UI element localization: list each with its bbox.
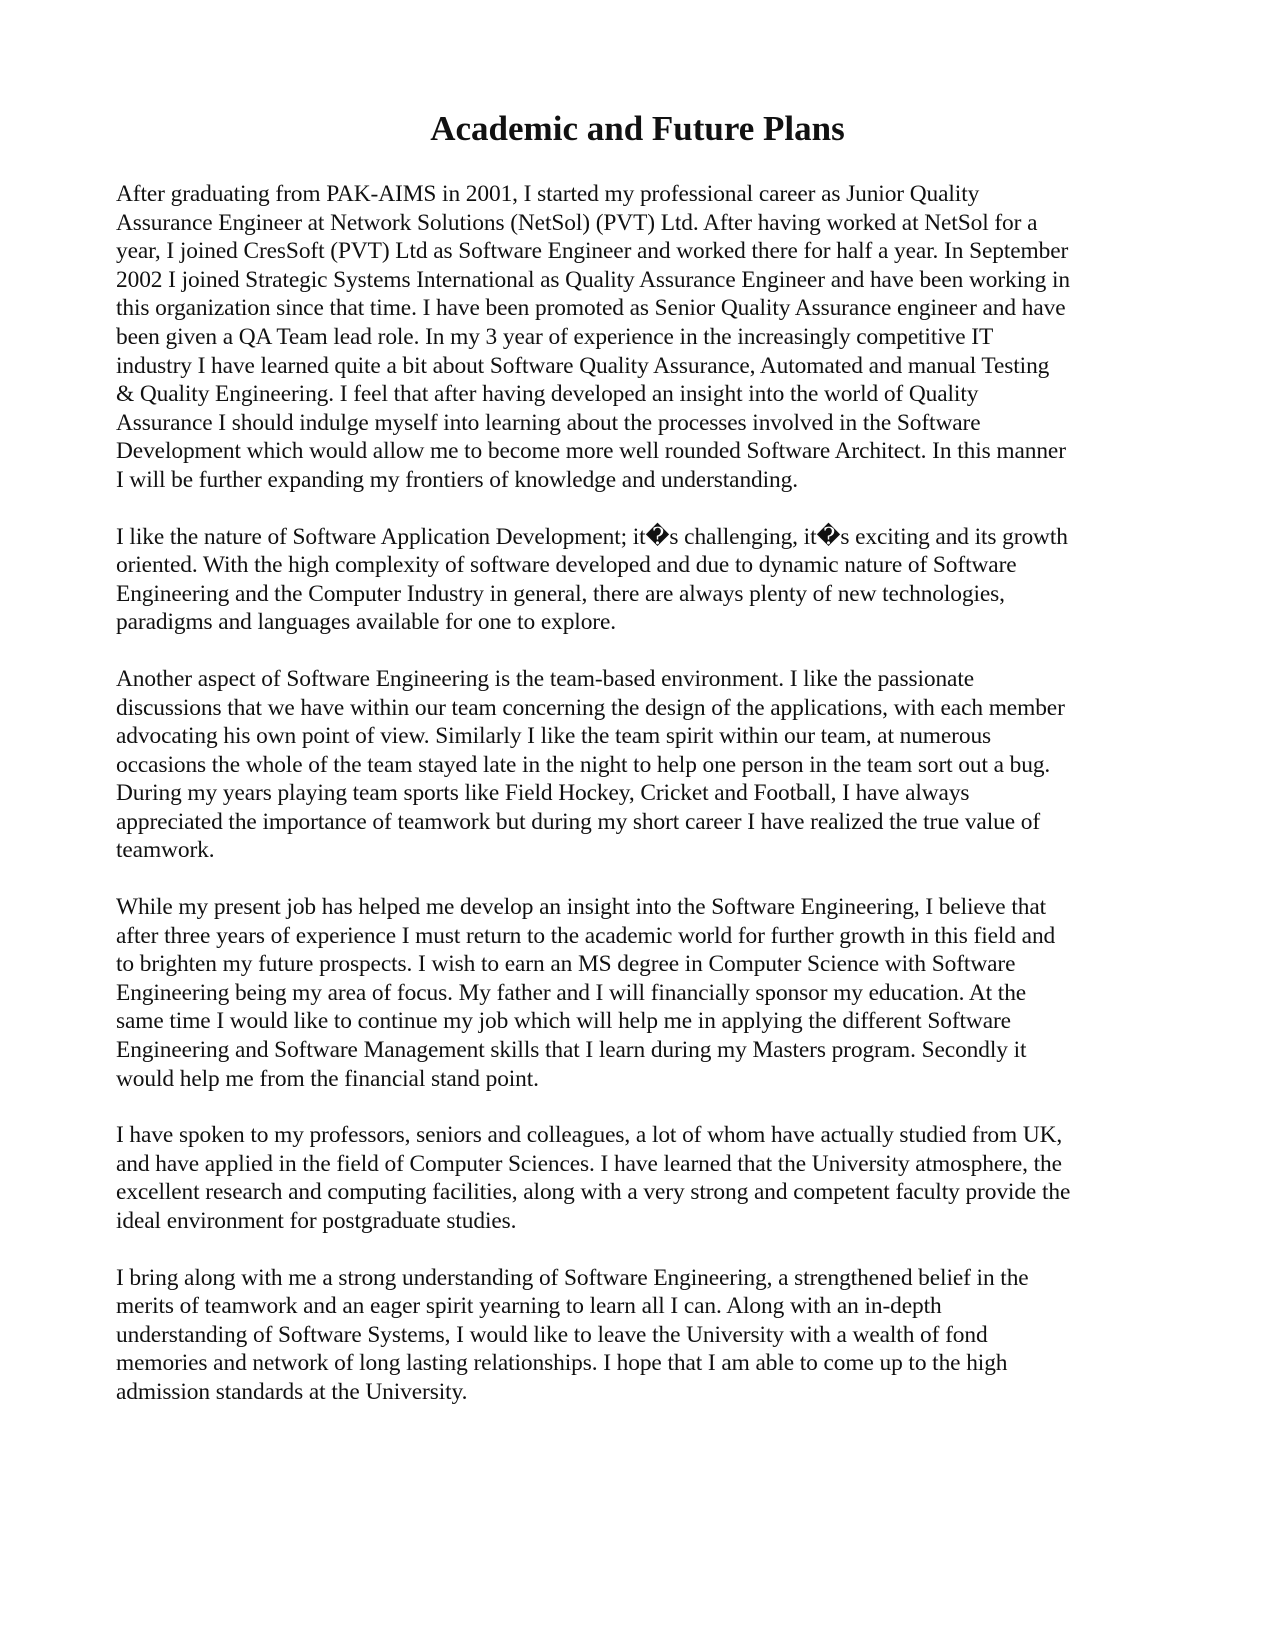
text-line: 2002 I joined Strategic Systems International as Quality Assurance Engineer and have been working in (116, 266, 1070, 293)
text-line: after three years of experience I must return to the academic world for further growth in this field and (116, 922, 1056, 949)
text-line: advocating his own point of view. Similarly I like the team spirit within our team, at numerous (116, 723, 992, 750)
paragraph (116, 1264, 1146, 1407)
text-line: understanding of Software Systems, I would like to leave the University with a wealth of fond (116, 1321, 988, 1348)
text-line: appreciated the importance of teamwork but during my short career I have realized the true value of (116, 808, 1041, 835)
text-line: memories and network of long lasting relationships. I hope that I am able to come up to the high (116, 1350, 1008, 1377)
text-line: excellent research and computing facilities, along with a very strong and competent faculty provide the (116, 1179, 1071, 1206)
text-line: would help me from the financial stand point. (116, 1065, 539, 1092)
text-line: & Quality Engineering. I feel that after having developed an insight into the world of Quality (116, 381, 979, 408)
text-line: ideal environment for postgraduate studies. (116, 1208, 517, 1234)
text-line: During my years playing team sports like Field Hockey, Cricket and Football, I have always (116, 780, 970, 807)
text-line: year, I joined CresSoft (PVT) Ltd as Software Engineer and worked there for half a year. In September (116, 238, 1069, 265)
paragraph (116, 180, 1146, 495)
text-line: admission standards at the University. (116, 1378, 468, 1405)
text-line: same time I would like to continue my job which will help me in applying the different Software (116, 1008, 1011, 1035)
text-line: occasions the whole of the team stayed late in the night to help one person in the team sort out a bug. (116, 751, 1051, 778)
text-line: industry I have learned quite a bit about Software Quality Assurance, Automated and manual Testing (116, 352, 1050, 379)
text-line: this organization since that time. I have been promoted as Senior Quality Assurance engineer and have (116, 295, 1066, 322)
text-line: been given a QA Team lead role. In my 3 year of experience in the increasingly competitive IT (116, 323, 994, 350)
document-body (116, 180, 1146, 1435)
text-line: to brighten my future prospects. I wish to earn an MS degree in Computer Science with Software (116, 951, 1016, 978)
text-line: Another aspect of Software Engineering is the team-based environment. I like the passionate (116, 665, 975, 692)
paragraph (116, 1121, 1146, 1235)
paragraph (116, 893, 1146, 1093)
text-line: Engineering and the Computer Industry in general, there are always plenty of new technologies, (116, 580, 1005, 607)
text-line: oriented. With the high complexity of software developed and due to dynamic nature of Software (116, 552, 1017, 579)
text-line: Development which would allow me to become more well rounded Software Architect. In this manner (116, 438, 1066, 465)
text-line: Assurance I should indulge myself into learning about the processes involved in the Software (116, 409, 981, 436)
text-line: merits of teamwork and an eager spirit yearning to learn all I can. Along with an in-depth (116, 1293, 942, 1320)
text-line: teamwork. (116, 837, 215, 864)
paragraph (116, 665, 1146, 865)
text-line: After graduating from PAK-AIMS in 2001, I started my professional career as Junior Quality (116, 181, 980, 207)
text-line: and have applied in the field of Computer Sciences. I have learned that the University atmosphere, the (116, 1150, 1062, 1177)
paragraph (116, 523, 1146, 637)
text-line: Engineering and Software Management skills that I learn during my Masters program. Secondly it (116, 1037, 1027, 1064)
text-line: I like the nature of Software Application Development; it�s challenging, it�s exciting and its growth (116, 523, 1068, 550)
text-line: Assurance Engineer at Network Solutions (NetSol) (PVT) Ltd. After having worked at NetSol for a (116, 209, 1038, 236)
text-line: I will be further expanding my frontiers of knowledge and understanding. (116, 466, 798, 493)
text-line: I have spoken to my professors, seniors and colleagues, a lot of whom have actually studied from UK, (116, 1122, 1063, 1149)
text-line: While my present job has helped me develop an insight into the Software Engineering, I believe that (116, 894, 1047, 921)
document-title: Academic and Future Plans (430, 109, 845, 148)
text-line: Engineering being my area of focus. My father and I will financially sponsor my education. At the (116, 979, 1027, 1006)
text-line: paradigms and languages available for one to explore. (116, 609, 617, 636)
text-line: discussions that we have within our team concerning the design of the applications, with each member (116, 694, 1065, 721)
text-line: I bring along with me a strong understanding of Software Engineering, a strengthened belief in the (116, 1264, 1029, 1291)
